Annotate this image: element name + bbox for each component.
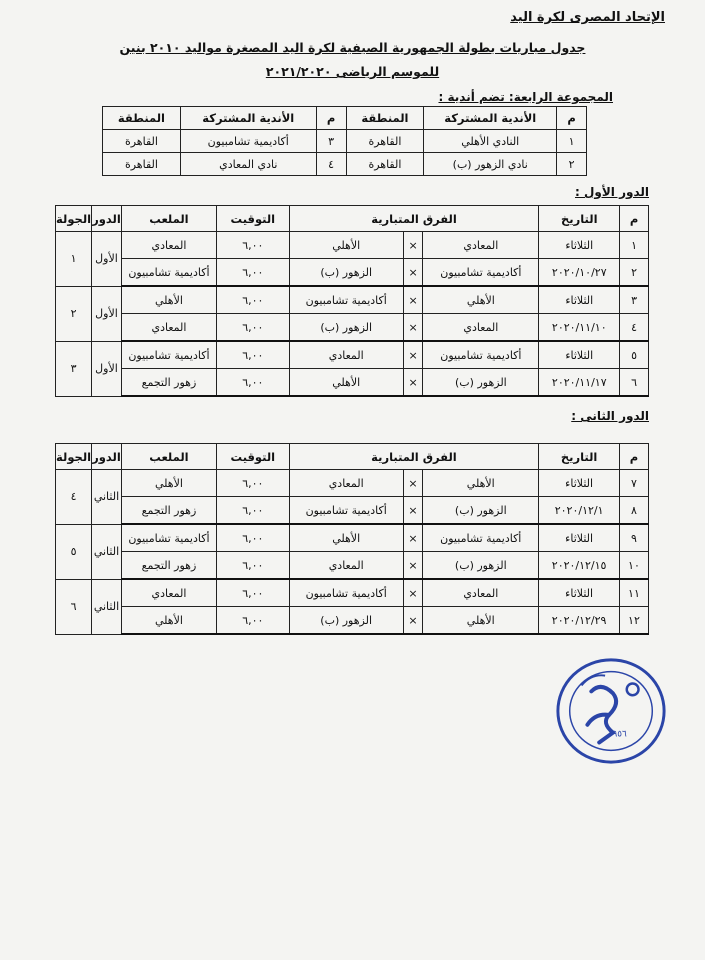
club-num: ٣ (316, 130, 346, 153)
match-time: ٦,٠٠ (217, 259, 290, 287)
home-team: الأهلي (423, 286, 539, 314)
header-round: الدور (92, 206, 122, 232)
club-region: القاهرة (103, 153, 181, 176)
header-clubs: الأندية المشتركة (180, 107, 316, 130)
vs-mark: × (403, 314, 422, 342)
away-team: أكاديمية تشامبيون (289, 286, 403, 314)
vs-mark: × (403, 232, 422, 259)
match-time: ٦,٠٠ (217, 552, 289, 580)
home-team: الأهلي (423, 470, 539, 497)
header-num: م (316, 107, 346, 130)
week-num: ٢ (56, 286, 92, 341)
match-time: ٦,٠٠ (217, 524, 289, 552)
match-venue: أكاديمية تشامبيون (121, 341, 216, 369)
match-num: ١٠ (619, 552, 648, 580)
match-venue: الأهلي (121, 286, 216, 314)
match-day: الثلاثاء (539, 232, 620, 259)
group-label: المجموعة الرابعة: تضم أندية : (438, 90, 613, 104)
week-num: ١ (56, 232, 92, 287)
group-row (103, 130, 587, 153)
match-row (56, 286, 649, 314)
round-name: الثاني (92, 579, 122, 634)
match-row (56, 524, 649, 552)
round1-label: الدور الأول : (575, 185, 649, 199)
round2-label: الدور الثانى : (571, 409, 649, 423)
match-row (56, 259, 649, 287)
vs-mark: × (403, 286, 422, 314)
home-team: أكاديمية تشامبيون (423, 524, 539, 552)
match-venue: المعادي (121, 579, 216, 607)
round-name: الأول (92, 232, 122, 287)
club-region: القاهرة (346, 153, 424, 176)
round2-schedule-table (55, 443, 649, 635)
group-row (103, 153, 587, 176)
club-name: أكاديمية تشامبيون (180, 130, 316, 153)
vs-mark: × (403, 341, 422, 369)
round2-header-row (56, 444, 649, 470)
header-teams: الفرق المتبارية (289, 444, 539, 470)
away-team: الأهلي (289, 524, 403, 552)
home-team: المعادي (423, 579, 539, 607)
match-row (56, 341, 649, 369)
match-venue: زهور التجمع (121, 369, 216, 397)
svg-text:١٩٥٦: ١٩٥٦ (607, 729, 627, 740)
away-team: الزهور (ب) (289, 314, 403, 342)
header-date: التاريخ (539, 206, 620, 232)
match-num: ٩ (619, 524, 648, 552)
match-num: ٨ (619, 497, 648, 525)
vs-mark: × (403, 552, 422, 580)
vs-mark: × (403, 579, 422, 607)
round-name: الأول (92, 341, 122, 396)
week-num: ٤ (56, 470, 92, 525)
match-time: ٦,٠٠ (217, 232, 290, 259)
club-name: نادي المعادي (180, 153, 316, 176)
round-name: الثاني (92, 470, 122, 525)
home-team: المعادي (423, 314, 539, 342)
match-venue: أكاديمية تشامبيون (121, 259, 216, 287)
match-row (56, 607, 649, 635)
header-week: الجولة (56, 444, 92, 470)
home-team: الزهور (ب) (423, 552, 539, 580)
match-venue: الأهلي (121, 607, 216, 635)
home-team: المعادي (423, 232, 539, 259)
header-venue: الملعب (121, 206, 216, 232)
header-date: التاريخ (539, 444, 620, 470)
match-date: ٢٠٢٠/١١/١٧ (539, 369, 620, 397)
match-day: الثلاثاء (539, 524, 620, 552)
round1-schedule-table (55, 205, 649, 397)
club-num: ٢ (557, 153, 587, 176)
match-venue: زهور التجمع (121, 497, 216, 525)
header-venue: الملعب (121, 444, 216, 470)
header-region: المنطقة (346, 107, 424, 130)
away-team: المعادي (289, 470, 403, 497)
match-row (56, 552, 649, 580)
match-date: ٢٠٢٠/١١/١٠ (539, 314, 620, 342)
week-num: ٥ (56, 524, 92, 579)
match-venue: المعادي (121, 232, 216, 259)
week-num: ٦ (56, 579, 92, 634)
match-time: ٦,٠٠ (217, 470, 289, 497)
match-venue: المعادي (121, 314, 216, 342)
match-num: ٣ (620, 286, 649, 314)
match-row (56, 232, 649, 259)
match-row (56, 470, 649, 497)
header-num: م (557, 107, 587, 130)
federation-name: الإتحاد المصرى لكرة اليد (510, 10, 665, 25)
header-teams: الفرق المتبارية (289, 206, 539, 232)
match-num: ٥ (620, 341, 649, 369)
away-team: الزهور (ب) (289, 259, 403, 287)
header-round: الدور (92, 444, 122, 470)
home-team: الزهور (ب) (423, 369, 539, 397)
vs-mark: × (403, 524, 422, 552)
match-num: ٤ (620, 314, 649, 342)
round1-header-row (56, 206, 649, 232)
header-time: التوقيت (217, 444, 289, 470)
away-team: المعادي (289, 552, 403, 580)
away-team: المعادي (289, 341, 403, 369)
match-time: ٦,٠٠ (217, 341, 290, 369)
match-num: ٦ (620, 369, 649, 397)
away-team: الزهور (ب) (289, 607, 403, 635)
club-num: ١ (557, 130, 587, 153)
match-num: ١ (620, 232, 649, 259)
header-region: المنطقة (103, 107, 181, 130)
match-day: الثلاثاء (539, 341, 620, 369)
group-clubs-table (102, 106, 587, 176)
match-day: الثلاثاء (539, 286, 620, 314)
vs-mark: × (403, 497, 422, 525)
match-venue: أكاديمية تشامبيون (121, 524, 216, 552)
match-date: ٢٠٢٠/١٢/٢٩ (539, 607, 620, 635)
match-time: ٦,٠٠ (217, 607, 289, 635)
match-num: ١٢ (619, 607, 648, 635)
away-team: أكاديمية تشامبيون (289, 579, 403, 607)
header-num: م (620, 206, 649, 232)
club-num: ٤ (316, 153, 346, 176)
match-time: ٦,٠٠ (217, 579, 289, 607)
home-team: الزهور (ب) (423, 497, 539, 525)
club-region: القاهرة (346, 130, 424, 153)
match-row (56, 314, 649, 342)
home-team: أكاديمية تشامبيون (423, 259, 539, 287)
match-num: ٢ (620, 259, 649, 287)
federation-seal-icon (552, 652, 670, 770)
header-clubs: الأندية المشتركة (424, 107, 557, 130)
match-row (56, 369, 649, 397)
club-name: النادي الأهلي (424, 130, 557, 153)
match-venue: زهور التجمع (121, 552, 216, 580)
match-day: الثلاثاء (539, 579, 620, 607)
header-num: م (619, 444, 648, 470)
club-region: القاهرة (103, 130, 181, 153)
group-header-row (103, 107, 587, 130)
home-team: أكاديمية تشامبيون (423, 341, 539, 369)
match-row (56, 579, 649, 607)
match-venue: الأهلي (121, 470, 216, 497)
match-date: ٢٠٢٠/١٢/١٥ (539, 552, 620, 580)
match-date: ٢٠٢٠/١٠/٢٧ (539, 259, 620, 287)
match-time: ٦,٠٠ (217, 369, 290, 397)
away-team: الأهلي (289, 232, 403, 259)
vs-mark: × (403, 470, 422, 497)
vs-mark: × (403, 369, 422, 397)
match-num: ١١ (619, 579, 648, 607)
match-time: ٦,٠٠ (217, 497, 289, 525)
season-subtitle: للموسم الرياضى ٢٠٢١/٢٠٢٠ (265, 64, 440, 79)
home-team: الأهلي (423, 607, 539, 635)
away-team: الأهلي (289, 369, 403, 397)
vs-mark: × (403, 607, 422, 635)
match-num: ٧ (619, 470, 648, 497)
match-row (56, 497, 649, 525)
match-time: ٦,٠٠ (217, 286, 290, 314)
header-time: التوقيت (217, 206, 290, 232)
week-num: ٣ (56, 341, 92, 396)
away-team: أكاديمية تشامبيون (289, 497, 403, 525)
vs-mark: × (403, 259, 422, 287)
club-name: نادي الزهور (ب) (424, 153, 557, 176)
round-name: الأول (92, 286, 122, 341)
match-day: الثلاثاء (539, 470, 620, 497)
header-week: الجولة (56, 206, 92, 232)
match-date: ٢٠٢٠/١٢/١ (539, 497, 620, 525)
round-name: الثاني (92, 524, 122, 579)
match-time: ٦,٠٠ (217, 314, 290, 342)
document-title: جدول مباريات بطولة الجمهورية الصيفية لكرة اليد المصغرة مواليد ٢٠١٠ بنين (119, 40, 586, 55)
